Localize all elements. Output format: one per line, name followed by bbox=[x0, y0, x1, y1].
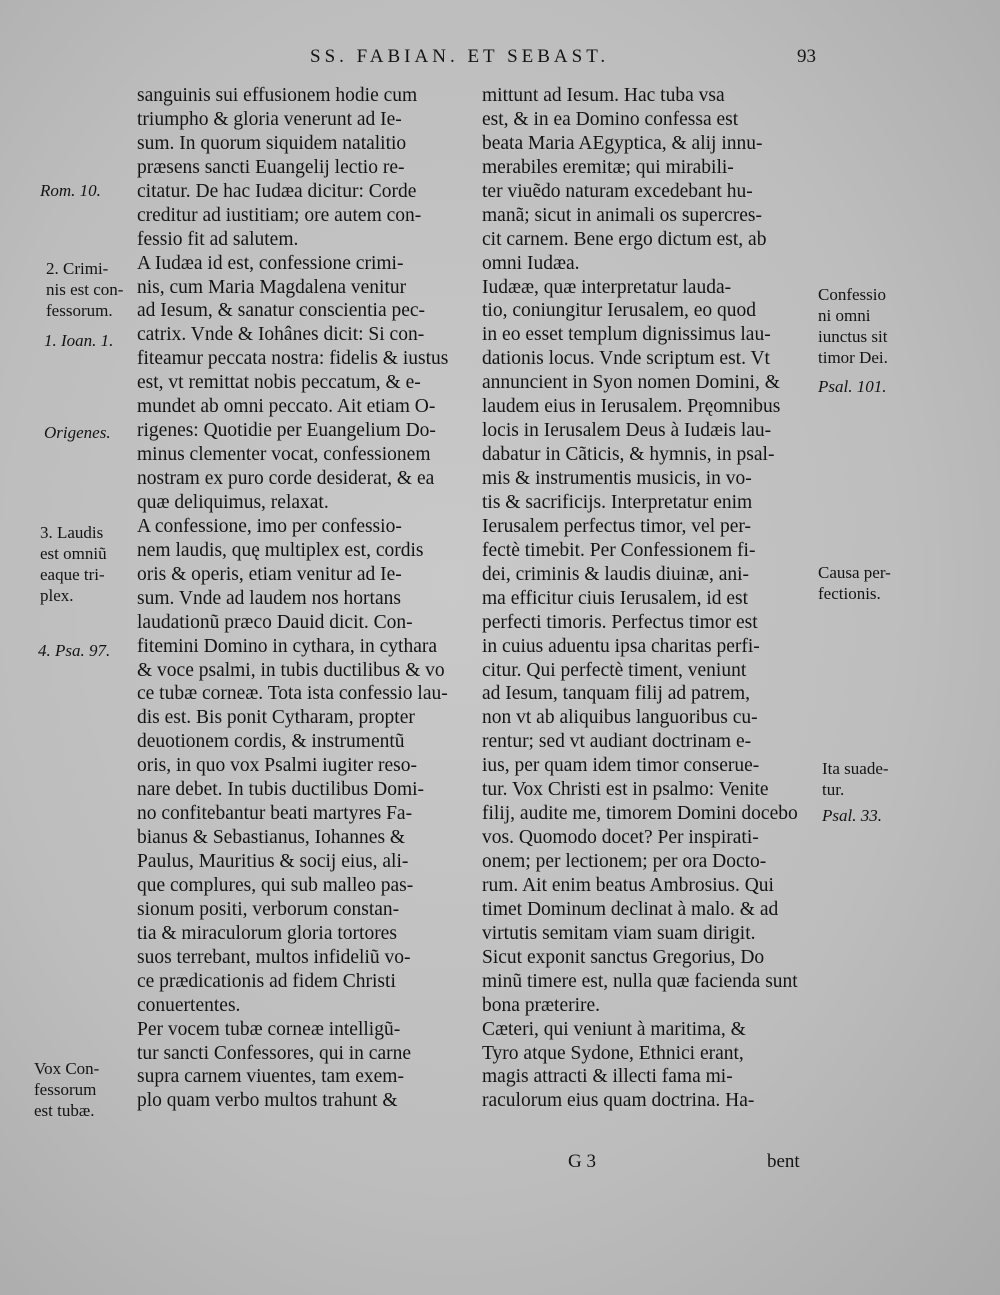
margin-note-confessio bbox=[818, 284, 888, 368]
text-line: merabiles eremitæ; qui mirabili- bbox=[482, 156, 734, 178]
margin-note-crimen bbox=[46, 258, 123, 321]
text-line: rentur; sed vt audiant doctrinam e- bbox=[482, 731, 752, 753]
margin-note-line: 3. Laudis bbox=[40, 523, 104, 542]
text-line: triumpho & gloria venerunt ad Ie- bbox=[137, 108, 402, 130]
margin-note-line: iunctus sit bbox=[818, 327, 888, 346]
text-line: fessio fit ad salutem. bbox=[137, 228, 299, 250]
text-line: ter viuẽdo naturam excedebant hu- bbox=[482, 180, 753, 202]
text-line: locis in Ierusalem Deus à Iudæis lau- bbox=[482, 420, 772, 442]
margin-note-line: ni omni bbox=[818, 306, 871, 325]
text-line: minus clementer vocat, confessionem bbox=[137, 444, 431, 466]
margin-note-line: timor Dei. bbox=[818, 348, 888, 367]
text-line: mis & instrumentis musicis, in vo- bbox=[482, 468, 752, 489]
text-line: rigenes: Quotidie per Euangelium Do- bbox=[137, 420, 436, 442]
text-line: Per vocem tubæ corneæ intelligũ- bbox=[137, 1018, 401, 1040]
text-line: supra carnem viuentes, tam exem- bbox=[137, 1066, 404, 1088]
margin-note-line: 2. Crimi- bbox=[46, 259, 109, 278]
margin-note-line: est tubæ. bbox=[34, 1101, 95, 1120]
text-line: sionum positi, verborum constan- bbox=[137, 898, 400, 920]
margin-note-causa bbox=[818, 562, 891, 604]
text-line: ce prædicationis ad fidem Christi bbox=[137, 970, 396, 992]
text-line: ad Iesum, tanquam filij ad patrem, bbox=[482, 683, 751, 705]
text-line: ce tubæ corneæ. Tota ista confessio lau- bbox=[137, 683, 448, 705]
margin-note-vox bbox=[34, 1058, 99, 1121]
signature-mark: G 3 bbox=[568, 1151, 596, 1172]
text-line: manã; sicut in animali os supercres- bbox=[482, 204, 762, 226]
text-line: beata Maria AEgyptica, & alij innu- bbox=[482, 132, 763, 154]
text-line: sum. In quorum siquidem natalitio bbox=[137, 132, 407, 154]
text-line: creditur ad iustitiam; ore autem con- bbox=[137, 204, 422, 226]
text-line: citur. Qui perfectè timent, veniunt bbox=[482, 659, 747, 681]
margin-note-laudis bbox=[40, 522, 107, 606]
margin-note-line: Causa per- bbox=[818, 563, 891, 582]
text-line: mundet ab omni peccato. Ait etiam O- bbox=[137, 396, 436, 418]
margin-note-ioan bbox=[44, 330, 113, 351]
text-line: no confitebantur beati martyres Fa- bbox=[137, 803, 413, 825]
text-line: timet Dominum declinat à malo. & ad bbox=[482, 898, 779, 920]
text-line: magis attracti & illecti fama mi- bbox=[482, 1066, 733, 1088]
margin-note-line: eaque tri- bbox=[40, 565, 105, 584]
text-line: quæ deliquimus, relaxat. bbox=[137, 491, 329, 513]
margin-note-line: Psal. 33. bbox=[822, 806, 882, 825]
text-line: bona præterire. bbox=[482, 994, 601, 1016]
margin-note-line: fectionis. bbox=[818, 584, 881, 603]
text-line: virtutis semitam viam suam dirigit. bbox=[482, 922, 756, 944]
text-line: sanguinis sui effusionem hodie cum bbox=[137, 85, 418, 106]
text-line: in cuius aduentu ipsa charitas perfi- bbox=[482, 635, 760, 657]
text-line: conuertentes. bbox=[137, 994, 241, 1016]
text-line: catrix. Vnde & Iohânes dicit: Si con- bbox=[137, 324, 425, 346]
text-line: dabatur in Cãticis, & hymnis, in psal- bbox=[482, 444, 775, 466]
text-line: est, vt remittat nobis peccatum, & e- bbox=[137, 372, 421, 394]
text-line: Tyro atque Sydone, Ethnici erant, bbox=[482, 1042, 744, 1064]
margin-note-line: tur. bbox=[822, 780, 845, 799]
margin-note-line: fessorum. bbox=[46, 301, 113, 320]
margin-note-line: Ita suade- bbox=[822, 759, 889, 778]
text-line: onem; per lectionem; per ora Docto- bbox=[482, 851, 767, 872]
text-line: laudem eius in Ierusalem. Pręomnibus bbox=[482, 396, 781, 418]
text-line: Cæteri, qui veniunt à maritima, & bbox=[482, 1018, 746, 1040]
margin-note-rom bbox=[40, 180, 101, 201]
text-line: ma efficitur ciuis Ierusalem, id est bbox=[482, 587, 749, 609]
text-line: tio, coniungitur Ierusalem, eo quod bbox=[482, 300, 757, 322]
text-line: bianus & Sebastianus, Iohannes & bbox=[137, 827, 406, 849]
margin-note-line: nis est con- bbox=[46, 280, 124, 299]
margin-note-line: plex. bbox=[40, 586, 74, 605]
text-line: rum. Ait enim beatus Ambrosius. Qui bbox=[482, 874, 774, 896]
text-line: cit carnem. Bene ergo dictum est, ab bbox=[482, 228, 767, 250]
margin-note-line: 1. Ioan. 1. bbox=[44, 331, 114, 350]
text-line: laudationũ præco Dauid dicit. Con- bbox=[137, 611, 413, 633]
text-line: & voce psalmi, in tubis ductilibus & vo bbox=[137, 659, 445, 681]
text-line: fitemini Domino in cythara, in cythara bbox=[137, 635, 437, 657]
text-line: mittunt ad Iesum. Hac tuba vsa bbox=[482, 85, 725, 106]
left-text-column bbox=[137, 84, 467, 1113]
text-line: annuncient in Syon nomen Domini, & bbox=[482, 372, 780, 394]
text-line: plo quam verbo multos trahunt & bbox=[137, 1090, 398, 1112]
catchword: bent bbox=[767, 1151, 800, 1172]
margin-note-origenes bbox=[44, 422, 111, 443]
text-line: tur. Vox Christi est in psalmo: Venite bbox=[482, 779, 769, 801]
text-line: tur sancti Confessores, qui in carne bbox=[137, 1042, 412, 1064]
text-line: raculorum eius quam doctrina. Ha- bbox=[482, 1090, 755, 1112]
text-line: nem laudis, quę multiplex est, cordis bbox=[137, 539, 424, 561]
text-line: nis, cum Maria Magdalena venitur bbox=[137, 276, 407, 298]
text-line: oris & operis, etiam venitur ad Ie- bbox=[137, 563, 402, 585]
right-text-column bbox=[482, 84, 812, 1113]
text-line: est, & in ea Domino confessa est bbox=[482, 108, 739, 130]
text-line: que complures, qui sub malleo pas- bbox=[137, 874, 414, 896]
text-line: Iudææ, quæ interpretatur lauda- bbox=[482, 276, 732, 298]
text-line: A Iudæa id est, confessione crimi- bbox=[137, 252, 404, 274]
text-line: ius, per quam idem timor conserue- bbox=[482, 755, 760, 777]
text-line: Paulus, Mauritius & socij eius, ali- bbox=[137, 851, 409, 872]
margin-note-ita bbox=[822, 758, 889, 800]
text-line: minũ timere est, nulla quæ facienda sunt bbox=[482, 970, 798, 992]
margin-note-line: fessorum bbox=[34, 1080, 97, 1099]
text-line: suos terrebant, multos infideliũ vo- bbox=[137, 946, 411, 968]
text-line: nostram ex puro corde desiderat, & ea bbox=[137, 468, 435, 489]
text-line: omni Iudæa. bbox=[482, 252, 580, 274]
text-line: citatur. De hac Iudæa dicitur: Corde bbox=[137, 180, 417, 202]
page-number: 93 bbox=[797, 46, 816, 67]
text-line: sum. Vnde ad laudem nos hortans bbox=[137, 587, 401, 609]
margin-note-line: est omniũ bbox=[40, 544, 107, 563]
text-line: tia & miraculorum gloria tortores bbox=[137, 922, 397, 944]
text-line: fectè timebit. Per Confessionem fi- bbox=[482, 539, 756, 561]
margin-note-line: 4. Psa. 97. bbox=[38, 641, 111, 660]
text-line: nare debet. In tubis ductilibus Domi- bbox=[137, 779, 425, 801]
text-line: Sicut exponit sanctus Gregorius, Do bbox=[482, 946, 765, 968]
text-line: præsens sancti Euangelij lectio re- bbox=[137, 156, 405, 178]
text-line: non vt ab aliquibus languoribus cu- bbox=[482, 707, 758, 729]
running-title: SS. FABIAN. ET SEBAST. bbox=[310, 46, 610, 67]
text-line: perfecti timoris. Perfectus timor est bbox=[482, 611, 758, 633]
margin-note-line: Rom. 10. bbox=[40, 181, 101, 200]
text-line: tis & sacrificijs. Interpretatur enim bbox=[482, 491, 753, 513]
margin-note-line: Psal. 101. bbox=[818, 377, 887, 396]
text-line: Ierusalem perfectus timor, vel per- bbox=[482, 515, 752, 537]
text-line: filij, audite me, timorem Domini docebo bbox=[482, 803, 798, 825]
text-line: dei, criminis & laudis diuinæ, ani- bbox=[482, 563, 750, 585]
margin-note-line: Confessio bbox=[818, 285, 886, 304]
margin-note-psa97 bbox=[38, 640, 110, 661]
text-line: deuotionem cordis, & instrumentũ bbox=[137, 731, 405, 753]
text-line: dis est. Bis ponit Cytharam, propter bbox=[137, 707, 415, 729]
text-line: oris, in quo vox Psalmi iugiter reso- bbox=[137, 755, 418, 777]
margin-note-line: Origenes. bbox=[44, 423, 111, 442]
text-line: dationis locus. Vnde scriptum est. Vt bbox=[482, 348, 770, 370]
text-line: fiteamur peccata nostra: fidelis & iustus bbox=[137, 348, 449, 370]
text-line: A confessione, imo per confessio- bbox=[137, 515, 402, 537]
margin-note-psal101 bbox=[818, 376, 886, 397]
text-line: vos. Quomodo docet? Per inspirati- bbox=[482, 827, 759, 849]
text-line: in eo esset templum dignissimus lau- bbox=[482, 324, 771, 346]
text-line: ad Iesum, & sanatur conscientia pec- bbox=[137, 300, 426, 322]
margin-note-line: Vox Con- bbox=[34, 1059, 100, 1078]
margin-note-psal33 bbox=[822, 805, 882, 826]
